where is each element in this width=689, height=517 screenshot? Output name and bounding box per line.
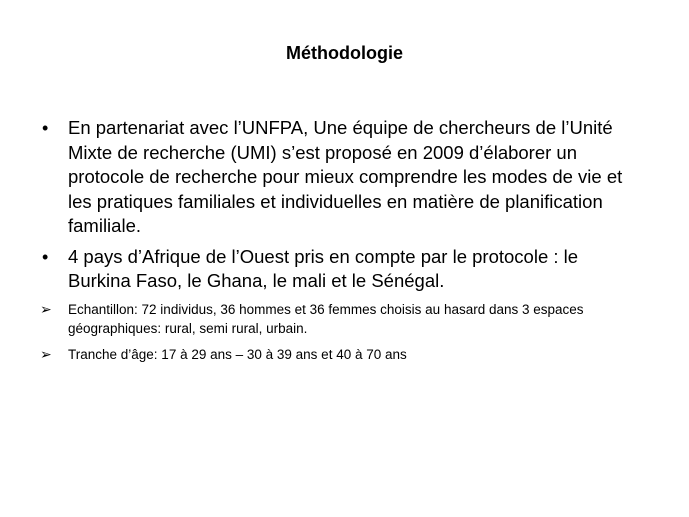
slide-title: Méthodologie (286, 43, 403, 63)
bullet-item-age-range (40, 345, 640, 364)
bullet-dot-icon: • (42, 246, 49, 267)
bullet-text: Echantillon: 72 individus, 36 hommes et 36 femmes choisis au hasard dans 3 espaces géographiques: rural, semi rural, urbain. (68, 301, 584, 336)
bullet-dot-icon: • (42, 118, 49, 138)
bullet-item-countries (40, 245, 640, 294)
slide-content (40, 116, 640, 371)
bullet-text: 4 pays d’Afrique de l’Ouest pris en compte par le protocole : le Burkina Faso, le Ghana, le mali et le Sénégal. (68, 245, 579, 291)
bullet-item-sample (40, 300, 640, 338)
arrow-bullet-icon: ➢ (40, 300, 52, 317)
bullet-text: En partenariat avec l’UNFPA, Une équipe de chercheurs de l’Unité Mixte de recherche (UMI) s’est proposé en 2009 d’élaborer un protocole de recherche pour mieux comprendre les modes de vie et les pratiques familiales et individuelles en matière de planification familiale. (68, 117, 623, 236)
arrow-bullet-icon: ➢ (40, 345, 52, 362)
bullet-item-partnership (40, 116, 640, 239)
bullet-text: Tranche d’âge: 17 à 29 ans – 30 à 39 ans et 40 à 70 ans (68, 346, 407, 362)
